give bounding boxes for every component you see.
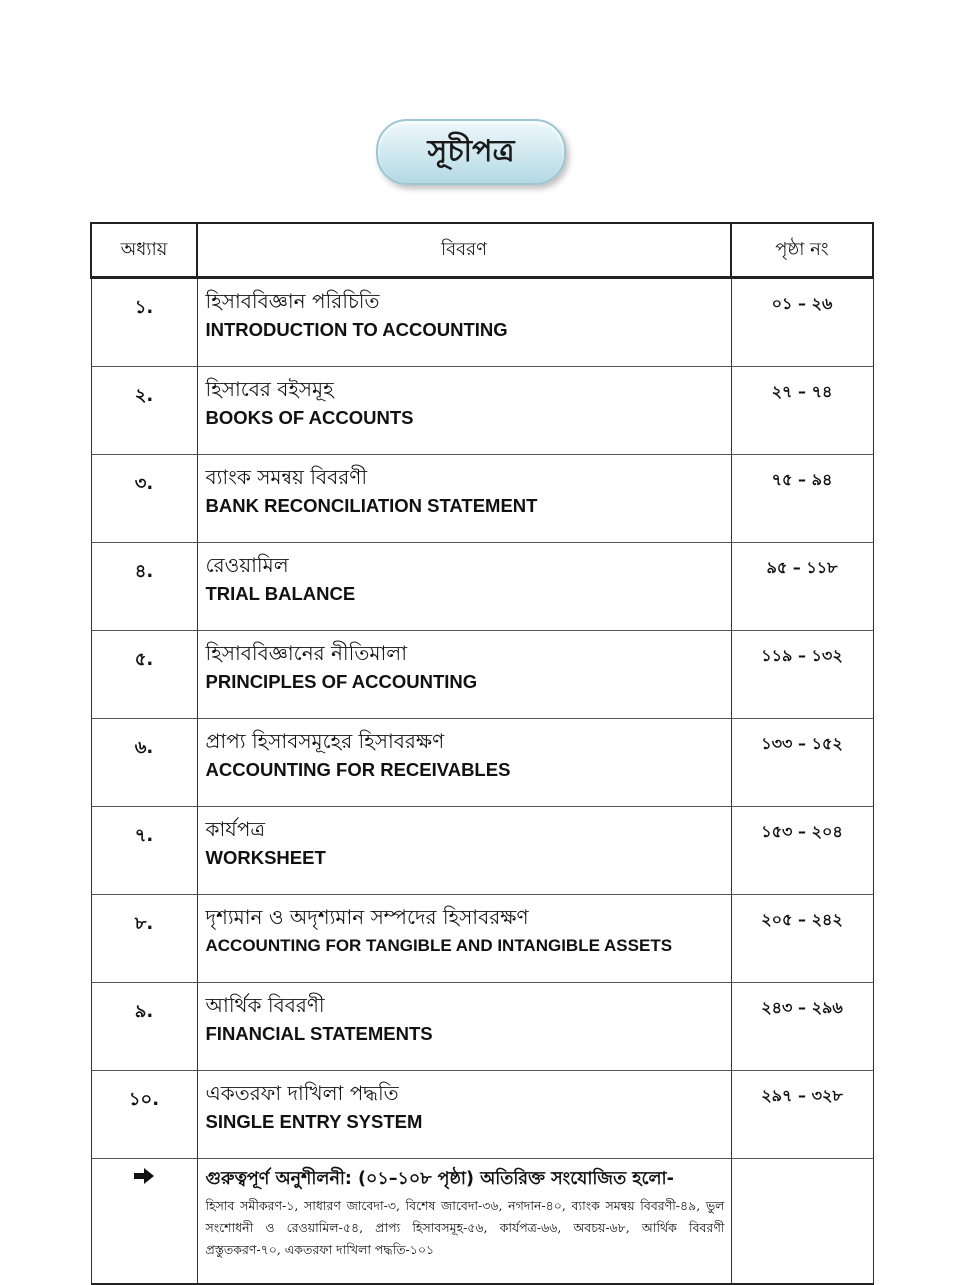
title-badge bbox=[376, 119, 566, 185]
table-header-row bbox=[91, 223, 873, 278]
chapter-pages: ১৫৩ – ২০৪ bbox=[731, 807, 873, 895]
extra-page-cell bbox=[731, 1159, 873, 1285]
chapter-title-en: ACCOUNTING FOR TANGIBLE AND INTANGIBLE ASSETS bbox=[205, 936, 673, 955]
extra-description bbox=[197, 1159, 731, 1285]
chapter-description bbox=[197, 455, 731, 543]
chapter-title-en: WORKSHEET bbox=[205, 847, 326, 868]
table-row bbox=[91, 983, 873, 1071]
header-description: বিবরণ bbox=[197, 223, 731, 278]
chapter-description bbox=[197, 719, 731, 807]
chapter-description bbox=[197, 983, 731, 1071]
chapter-number: ১. bbox=[91, 278, 197, 367]
chapter-pages: ২০৫ – ২৪২ bbox=[731, 895, 873, 983]
chapter-pages: ২৭ – ৭৪ bbox=[731, 367, 873, 455]
chapter-description bbox=[197, 895, 731, 983]
chapter-pages: ৯৫ – ১১৮ bbox=[731, 543, 873, 631]
chapter-number: ৯. bbox=[91, 983, 197, 1071]
table-row bbox=[91, 895, 873, 983]
chapter-pages: ১৩৩ – ১৫২ bbox=[731, 719, 873, 807]
chapter-title-en: FINANCIAL STATEMENTS bbox=[205, 1023, 433, 1044]
table-row bbox=[91, 455, 873, 543]
page-title: সূচীপত্র bbox=[427, 133, 515, 169]
chapter-description bbox=[197, 631, 731, 719]
table-row bbox=[91, 719, 873, 807]
chapter-number: ১০. bbox=[91, 1071, 197, 1159]
chapter-pages: ২৪৩ – ২৯৬ bbox=[731, 983, 873, 1071]
chapter-number: ৭. bbox=[91, 807, 197, 895]
table-row bbox=[91, 367, 873, 455]
chapter-description bbox=[197, 367, 731, 455]
chapter-number: ৬. bbox=[91, 719, 197, 807]
chapter-title-en: BANK RECONCILIATION STATEMENT bbox=[205, 495, 538, 516]
chapter-number: ৪. bbox=[91, 543, 197, 631]
chapter-pages: ৭৫ – ৯৪ bbox=[731, 455, 873, 543]
chapter-number: ৩. bbox=[91, 455, 197, 543]
table-row bbox=[91, 807, 873, 895]
chapter-number: ৮. bbox=[91, 895, 197, 983]
header-page: পৃষ্ঠা নং bbox=[731, 223, 873, 278]
chapter-title-bn: কার্যপত্র bbox=[205, 817, 266, 841]
chapter-pages: ০১ – ২৬ bbox=[731, 278, 873, 367]
chapter-title-en: INTRODUCTION TO ACCOUNTING bbox=[205, 319, 508, 340]
chapter-title-en: TRIAL BALANCE bbox=[205, 583, 356, 604]
chapter-title-en: SINGLE ENTRY SYSTEM bbox=[205, 1111, 423, 1132]
chapter-pages: ২৯৭ – ৩২৮ bbox=[731, 1071, 873, 1159]
chapter-pages: ১১৯ – ১৩২ bbox=[731, 631, 873, 719]
extra-exercises-row bbox=[91, 1159, 873, 1285]
chapter-description bbox=[197, 543, 731, 631]
chapter-title-bn: আর্থিক বিবরণী bbox=[205, 993, 325, 1017]
extra-body: হিসাব সমীকরণ-১, সাধারণ জাবেদা-৩, বিশেষ জাবেদা-৩৬, নগদান-৪০, ব্যাংক সমন্বয় বিবরণী-৪৯, ভুল সংশোধনী ও রেওয়ামিল-৫৪, প্রাপ্য হিসাবসমূহ-৫৬, কার্যপত্র-৬৬, অবচয়-৬৮, আর্থিক বিবরণী প্রস্তুতকরণ-৭০, একতরফা দাখিলা পদ্ধতি-১০১ bbox=[205, 1198, 725, 1257]
chapter-description bbox=[197, 807, 731, 895]
chapter-description bbox=[197, 1071, 731, 1159]
chapter-title-bn: ব্যাংক সমন্বয় বিবরণী bbox=[205, 465, 368, 489]
table-row bbox=[91, 1071, 873, 1159]
chapter-title-bn: দৃশ্যমান ও অদৃশ্যমান সম্পদের হিসাবরক্ষণ bbox=[205, 905, 529, 929]
chapter-number: ২. bbox=[91, 367, 197, 455]
table-row bbox=[91, 631, 873, 719]
chapter-title-bn: হিসাববিজ্ঞানের নীতিমালা bbox=[205, 641, 407, 665]
chapter-title-bn: একতরফা দাখিলা পদ্ধতি bbox=[205, 1081, 399, 1105]
chapter-title-en: PRINCIPLES OF ACCOUNTING bbox=[205, 671, 478, 692]
chapter-title-en: ACCOUNTING FOR RECEIVABLES bbox=[205, 759, 511, 780]
table-row bbox=[91, 543, 873, 631]
arrow-right-icon bbox=[133, 1167, 155, 1185]
arrow-cell bbox=[91, 1159, 197, 1285]
chapter-title-bn: হিসাবের বইসমূহ bbox=[205, 377, 334, 401]
contents-table bbox=[90, 222, 874, 1285]
chapter-title-bn: প্রাপ্য হিসাবসমূহের হিসাবরক্ষণ bbox=[205, 729, 445, 753]
header-chapter: অধ্যায় bbox=[91, 223, 197, 278]
chapter-title-en: BOOKS OF ACCOUNTS bbox=[205, 407, 414, 428]
table-row bbox=[91, 278, 873, 367]
chapter-title-bn: হিসাববিজ্ঞান পরিচিতি bbox=[205, 289, 380, 313]
chapter-description bbox=[197, 278, 731, 367]
chapter-title-bn: রেওয়ামিল bbox=[205, 553, 289, 577]
chapter-number: ৫. bbox=[91, 631, 197, 719]
extra-title: গুরুত্বপূর্ণ অনুশীলনী: (০১–১০৮ পৃষ্ঠা) অতিরিক্ত সংযোজিত হলো- bbox=[205, 1169, 674, 1189]
